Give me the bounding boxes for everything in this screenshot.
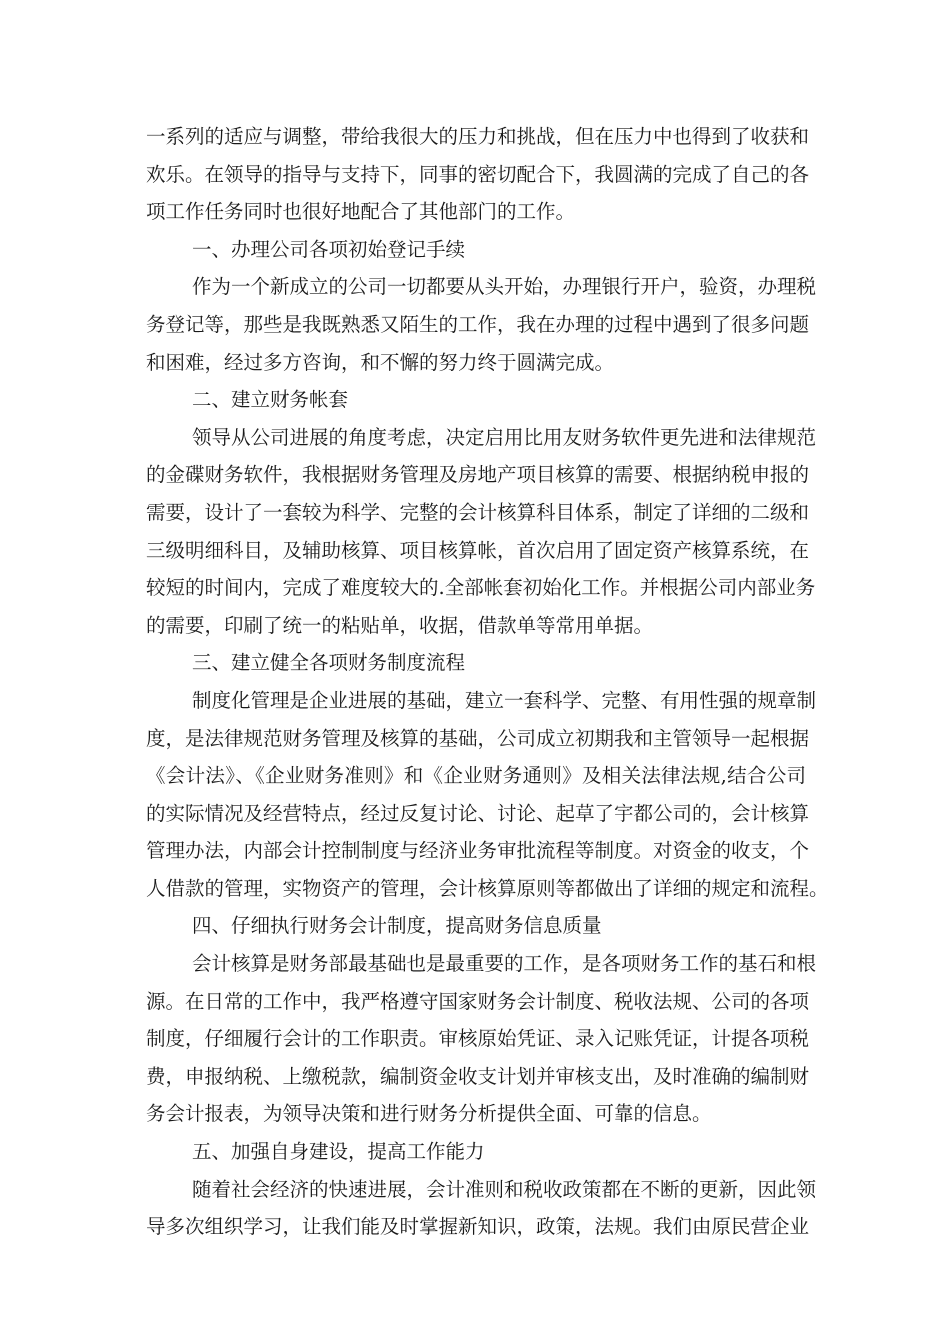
text-line: 管理办法，内部会计控制制度与经济业务审批流程等制度。对资金的收支，个 <box>146 839 810 863</box>
section-heading: 五、加强自身建设，提高工作能力 <box>192 1140 485 1164</box>
text-line: 费，申报纳税、上缴税款，编制资金收支计划并审核支出，及时准确的编制财 <box>146 1064 810 1088</box>
text-line: 导多次组织学习，让我们能及时掌握新知识，政策，法规。我们由原民营企业 <box>146 1215 810 1239</box>
paragraph-first-line: 随着社会经济的快速进展，会计准则和税收政策都在不断的更新，因此领 <box>192 1177 817 1201</box>
text-line: 一系列的适应与调整，带给我很大的压力和挑战，但在压力中也得到了收获和 <box>146 125 810 148</box>
section-heading: 三、建立健全各项财务制度流程 <box>192 651 466 675</box>
text-line: 三级明细科目，及辅助核算、项目核算帐，首次启用了固定资产核算系统，在 <box>146 538 810 562</box>
text-line: 度，是法律规范财务管理及核算的基础，公司成立初期我和主管领导一起根据 <box>146 726 810 750</box>
section-heading: 二、建立财务帐套 <box>192 388 349 412</box>
section-heading: 四、仔细执行财务会计制度，提高财务信息质量 <box>192 914 602 938</box>
paragraph-first-line: 制度化管理是企业进展的基础，建立一套科学、完整、有用性强的规章制 <box>192 688 817 712</box>
text-line: 欢乐。在领导的指导与支持下，同事的密切配合下，我圆满的完成了自己的各 <box>146 162 810 186</box>
paragraph-first-line: 会计核算是财务部最基础也是最重要的工作，是各项财务工作的基石和根 <box>192 952 817 976</box>
text-line: 《会计法》、《企业财务准则》和《企业财务通则》及相关法律法规,结合公司 <box>146 764 806 788</box>
paragraph-first-line: 领导从公司进展的角度考虑，决定启用比用友财务软件更先进和法律规范 <box>192 425 817 449</box>
text-line: 需要，设计了一套较为科学、完整的会计核算科目体系，制定了详细的二级和 <box>146 500 810 524</box>
section-heading: 一、办理公司各项初始登记手续 <box>192 237 466 261</box>
text-line: 务登记等，那些是我既熟悉又陌生的工作，我在办理的过程中遇到了很多问题 <box>146 312 810 336</box>
paragraph-last-line: 务会计报表，为领导决策和进行财务分析提供全面、可靠的信息。 <box>146 1102 712 1126</box>
text-line: 的金碟财务软件，我根据财务管理及房地产项目核算的需要、根据纳税申报的 <box>146 463 810 487</box>
document-body <box>146 118 829 1246</box>
text-line: 的实际情况及经营特点，经过反复讨论、讨论、起草了宇都公司的，会计核算 <box>146 801 810 825</box>
paragraph-last-line: 项工作任务同时也很好地配合了其他部门的工作。 <box>146 200 576 224</box>
paragraph-last-line: 人借款的管理，实物资产的管理，会计核算原则等都做出了详细的规定和流程。 <box>146 876 829 900</box>
text-line: 较短的时间内，完成了难度较大的.全部帐套初始化工作。并根据公司内部业务 <box>146 576 816 600</box>
text-line: 制度，仔细履行会计的工作职责。审核原始凭证、录入记账凭证，计提各项税 <box>146 1027 810 1051</box>
text-line: 源。在日常的工作中，我严格遵守国家财务会计制度、税收法规、公司的各项 <box>146 989 810 1013</box>
paragraph-first-line: 作为一个新成立的公司一切都要从头开始，办理银行开户，验资，办理税 <box>192 275 817 299</box>
paragraph-last-line: 和困难，经过多方咨询，和不懈的努力终于圆满完成。 <box>146 350 615 374</box>
paragraph-last-line: 的需要，印刷了统一的粘贴单，收据，借款单等常用单据。 <box>146 613 654 637</box>
